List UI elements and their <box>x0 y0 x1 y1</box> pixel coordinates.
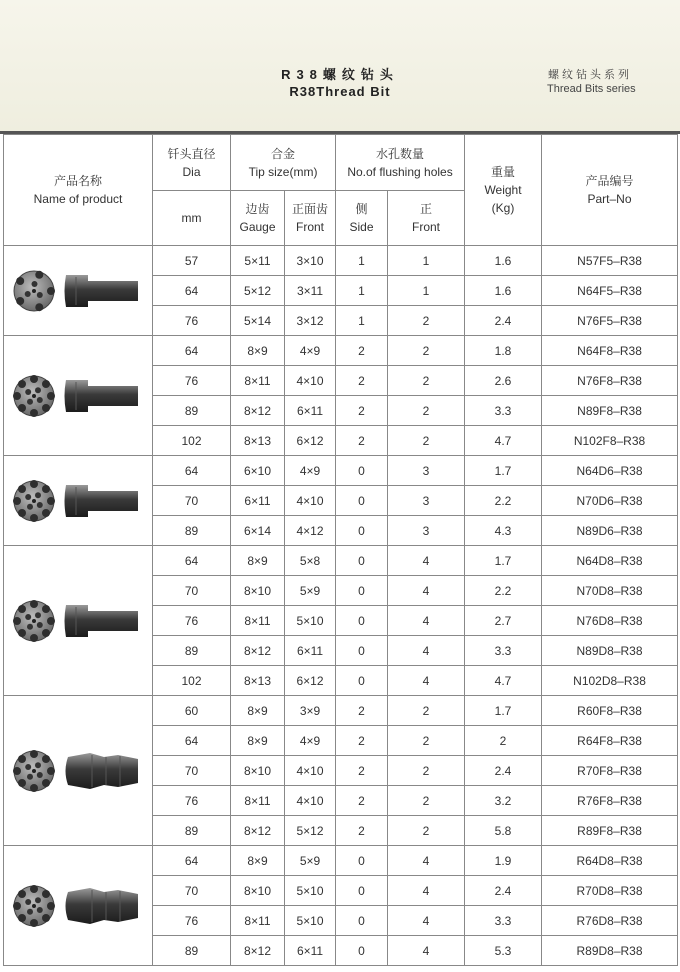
table-row <box>4 846 678 876</box>
header-part-no <box>542 135 678 246</box>
cell-part: N64F8–R38 <box>542 336 678 366</box>
header-dia-cn: 钎头直径 <box>167 146 216 161</box>
cell-hfront: 4 <box>388 876 465 906</box>
table-row <box>4 546 678 576</box>
cell-gauge: 6×14 <box>231 516 285 546</box>
cell-hfront: 2 <box>388 816 465 846</box>
cell-dia: 70 <box>153 876 231 906</box>
cell-weight: 3.3 <box>465 396 542 426</box>
cell-gauge: 8×11 <box>231 606 285 636</box>
cell-hfront: 3 <box>388 486 465 516</box>
cell-dia: 64 <box>153 726 231 756</box>
cell-gauge: 6×10 <box>231 456 285 486</box>
cell-part: R64F8–R38 <box>542 726 678 756</box>
cell-gauge: 8×12 <box>231 816 285 846</box>
header-dia-unit: mm <box>153 191 231 246</box>
header-weight <box>465 135 542 246</box>
cell-weight: 3.3 <box>465 636 542 666</box>
table-row <box>4 456 678 486</box>
product-image-cell <box>4 456 153 546</box>
cell-dia: 89 <box>153 516 231 546</box>
cell-gauge: 6×11 <box>231 486 285 516</box>
spec-table <box>3 134 678 966</box>
header-product <box>4 135 153 246</box>
cell-side: 2 <box>336 756 388 786</box>
cell-weight: 2.4 <box>465 756 542 786</box>
cell-dia: 89 <box>153 936 231 966</box>
title-english: R38Thread Bit <box>289 84 391 99</box>
header-weight-unit: (Kg) <box>491 201 515 215</box>
cell-part: N70D8–R38 <box>542 576 678 606</box>
cell-weight: 4.3 <box>465 516 542 546</box>
cell-dia: 89 <box>153 636 231 666</box>
cell-hfront: 2 <box>388 786 465 816</box>
cell-dia: 76 <box>153 786 231 816</box>
cell-gauge: 8×12 <box>231 636 285 666</box>
retrac-bit-flat-face-icon <box>8 741 148 801</box>
cell-gauge: 8×10 <box>231 876 285 906</box>
cell-side: 0 <box>336 906 388 936</box>
cell-side: 0 <box>336 636 388 666</box>
cell-weight: 5.3 <box>465 936 542 966</box>
cell-weight: 1.9 <box>465 846 542 876</box>
cell-front: 6×11 <box>285 936 336 966</box>
cell-hfront: 4 <box>388 846 465 876</box>
cell-hfront: 4 <box>388 606 465 636</box>
header-front <box>285 191 336 246</box>
cell-part: R64D8–R38 <box>542 846 678 876</box>
cell-gauge: 8×9 <box>231 696 285 726</box>
header-hfront-en: Front <box>412 220 441 234</box>
cell-gauge: 8×11 <box>231 786 285 816</box>
drop-center-bit-6-insert-icon <box>8 471 148 531</box>
cell-part: R70D8–R38 <box>542 876 678 906</box>
header-side-holes <box>336 191 388 246</box>
cell-front: 3×11 <box>285 276 336 306</box>
cell-gauge: 8×9 <box>231 846 285 876</box>
cell-dia: 89 <box>153 396 231 426</box>
header-dia <box>153 135 231 191</box>
cell-front: 5×9 <box>285 846 336 876</box>
cell-front: 4×9 <box>285 456 336 486</box>
header-product-en: Name of product <box>33 192 123 206</box>
table-row <box>4 336 678 366</box>
cell-front: 4×10 <box>285 486 336 516</box>
cell-weight: 1.7 <box>465 546 542 576</box>
cell-gauge: 8×12 <box>231 936 285 966</box>
cell-dia: 76 <box>153 606 231 636</box>
header-flushing-holes <box>336 135 465 191</box>
cell-weight: 2.6 <box>465 366 542 396</box>
cell-side: 0 <box>336 516 388 546</box>
cell-hfront: 3 <box>388 456 465 486</box>
cell-weight: 3.3 <box>465 906 542 936</box>
cell-side: 2 <box>336 696 388 726</box>
cell-front: 4×9 <box>285 336 336 366</box>
cell-dia: 102 <box>153 426 231 456</box>
cell-side: 0 <box>336 666 388 696</box>
header-side-cn: 侧 <box>355 202 368 216</box>
cell-front: 5×9 <box>285 576 336 606</box>
cell-weight: 4.7 <box>465 426 542 456</box>
cell-gauge: 8×13 <box>231 426 285 456</box>
cell-weight: 2 <box>465 726 542 756</box>
cell-part: R89F8–R38 <box>542 816 678 846</box>
cell-dia: 70 <box>153 576 231 606</box>
cell-part: N89D8–R38 <box>542 636 678 666</box>
cell-part: R89D8–R38 <box>542 936 678 966</box>
cell-front: 4×10 <box>285 786 336 816</box>
header-side-en: Side <box>349 220 374 234</box>
cell-hfront: 2 <box>388 756 465 786</box>
header-front-en: Front <box>296 220 325 234</box>
series-label-english: Thread Bits series <box>547 83 636 95</box>
cell-part: N70D6–R38 <box>542 486 678 516</box>
cell-side: 2 <box>336 366 388 396</box>
cell-part: R76F8–R38 <box>542 786 678 816</box>
cell-front: 5×10 <box>285 906 336 936</box>
header-gauge-cn: 边齿 <box>245 202 270 216</box>
cell-side: 0 <box>336 936 388 966</box>
cell-side: 0 <box>336 576 388 606</box>
cell-hfront: 4 <box>388 576 465 606</box>
cell-front: 3×9 <box>285 696 336 726</box>
cell-hfront: 4 <box>388 906 465 936</box>
header-weight-cn: 重量 <box>491 165 516 179</box>
cell-gauge: 8×12 <box>231 396 285 426</box>
cell-front: 3×12 <box>285 306 336 336</box>
cell-weight: 1.7 <box>465 456 542 486</box>
cell-side: 0 <box>336 846 388 876</box>
cell-side: 2 <box>336 426 388 456</box>
header-tip-size <box>231 135 336 191</box>
cell-weight: 4.7 <box>465 666 542 696</box>
cell-weight: 5.8 <box>465 816 542 846</box>
cell-dia: 70 <box>153 486 231 516</box>
cell-front: 6×12 <box>285 666 336 696</box>
header-dia-en: Dia <box>182 164 201 179</box>
header-product-cn: 产品名称 <box>53 174 102 188</box>
cell-dia: 64 <box>153 546 231 576</box>
cell-front: 4×10 <box>285 366 336 396</box>
header-tip-en: Tip size(mm) <box>248 164 318 179</box>
cell-dia: 89 <box>153 816 231 846</box>
header-gauge <box>231 191 285 246</box>
drop-center-bit-8-insert-icon <box>8 591 148 651</box>
button-bit-5-insert-icon <box>8 261 148 321</box>
cell-hfront: 1 <box>388 246 465 276</box>
cell-gauge: 8×13 <box>231 666 285 696</box>
cell-side: 0 <box>336 486 388 516</box>
cell-part: N89F8–R38 <box>542 396 678 426</box>
cell-dia: 64 <box>153 846 231 876</box>
cell-front: 4×9 <box>285 726 336 756</box>
cell-front: 3×10 <box>285 246 336 276</box>
title-chinese: R38螺纹钻头 <box>281 67 399 82</box>
cell-part: N89D6–R38 <box>542 516 678 546</box>
cell-dia: 76 <box>153 366 231 396</box>
product-image-cell <box>4 246 153 336</box>
cell-gauge: 8×9 <box>231 546 285 576</box>
cell-hfront: 3 <box>388 516 465 546</box>
cell-side: 1 <box>336 306 388 336</box>
cell-side: 0 <box>336 456 388 486</box>
header-front-holes <box>388 191 465 246</box>
cell-hfront: 2 <box>388 726 465 756</box>
product-image-cell <box>4 696 153 846</box>
spec-table-body <box>4 246 678 966</box>
product-image-cell <box>4 336 153 456</box>
cell-front: 5×10 <box>285 876 336 906</box>
page-header <box>0 0 680 134</box>
cell-hfront: 4 <box>388 546 465 576</box>
cell-dia: 64 <box>153 276 231 306</box>
cell-side: 2 <box>336 786 388 816</box>
cell-part: N64D8–R38 <box>542 546 678 576</box>
cell-gauge: 5×14 <box>231 306 285 336</box>
cell-front: 5×10 <box>285 606 336 636</box>
cell-front: 6×12 <box>285 426 336 456</box>
cell-front: 4×12 <box>285 516 336 546</box>
cell-front: 6×11 <box>285 636 336 666</box>
cell-gauge: 8×10 <box>231 756 285 786</box>
cell-front: 5×12 <box>285 816 336 846</box>
retrac-bit-drop-center-icon <box>8 876 148 936</box>
cell-part: N76D8–R38 <box>542 606 678 636</box>
cell-weight: 3.2 <box>465 786 542 816</box>
cell-dia: 64 <box>153 456 231 486</box>
cell-gauge: 8×11 <box>231 366 285 396</box>
cell-weight: 1.8 <box>465 336 542 366</box>
cell-side: 0 <box>336 606 388 636</box>
header-hfront-cn: 正 <box>420 202 433 216</box>
cell-hfront: 4 <box>388 936 465 966</box>
header-gauge-en: Gauge <box>239 220 276 234</box>
cell-side: 2 <box>336 816 388 846</box>
header-part-en: Part–No <box>587 192 632 206</box>
cell-weight: 2.2 <box>465 576 542 606</box>
cell-front: 5×8 <box>285 546 336 576</box>
cell-part: N64D6–R38 <box>542 456 678 486</box>
cell-part: R76D8–R38 <box>542 906 678 936</box>
cell-hfront: 1 <box>388 276 465 306</box>
cell-dia: 70 <box>153 756 231 786</box>
product-image-cell <box>4 846 153 966</box>
table-row <box>4 696 678 726</box>
header-part-cn: 产品编号 <box>585 174 634 188</box>
cell-side: 1 <box>336 276 388 306</box>
cell-weight: 1.7 <box>465 696 542 726</box>
cell-hfront: 2 <box>388 396 465 426</box>
cell-hfront: 2 <box>388 306 465 336</box>
cell-hfront: 2 <box>388 336 465 366</box>
cell-part: N102D8–R38 <box>542 666 678 696</box>
header-tip-cn: 合金 <box>271 146 296 161</box>
cell-gauge: 8×11 <box>231 906 285 936</box>
cell-gauge: 5×12 <box>231 276 285 306</box>
cell-front: 4×10 <box>285 756 336 786</box>
cell-weight: 2.2 <box>465 486 542 516</box>
cell-weight: 2.4 <box>465 306 542 336</box>
cell-hfront: 2 <box>388 366 465 396</box>
cell-gauge: 8×9 <box>231 726 285 756</box>
cell-weight: 1.6 <box>465 276 542 306</box>
series-label-chinese: 螺纹钻头系列 <box>548 69 632 81</box>
cell-dia: 102 <box>153 666 231 696</box>
header-front-cn: 正面齿 <box>292 202 329 216</box>
cell-side: 0 <box>336 546 388 576</box>
cell-part: R70F8–R38 <box>542 756 678 786</box>
cell-part: R60F8–R38 <box>542 696 678 726</box>
cell-dia: 60 <box>153 696 231 726</box>
cell-weight: 2.4 <box>465 876 542 906</box>
cell-dia: 57 <box>153 246 231 276</box>
cell-dia: 76 <box>153 906 231 936</box>
button-bit-8-insert-icon <box>8 366 148 426</box>
cell-weight: 2.7 <box>465 606 542 636</box>
header-weight-en: Weight <box>484 183 522 197</box>
cell-gauge: 8×10 <box>231 576 285 606</box>
cell-side: 0 <box>336 876 388 906</box>
cell-part: N76F5–R38 <box>542 306 678 336</box>
cell-side: 2 <box>336 396 388 426</box>
cell-side: 2 <box>336 336 388 366</box>
cell-front: 6×11 <box>285 396 336 426</box>
cell-part: N57F5–R38 <box>542 246 678 276</box>
table-row <box>4 246 678 276</box>
cell-hfront: 4 <box>388 666 465 696</box>
cell-hfront: 2 <box>388 696 465 726</box>
cell-part: N76F8–R38 <box>542 366 678 396</box>
cell-hfront: 4 <box>388 636 465 666</box>
header-holes-cn: 水孔数量 <box>376 146 425 161</box>
cell-dia: 64 <box>153 336 231 366</box>
product-image-cell <box>4 546 153 696</box>
cell-gauge: 8×9 <box>231 336 285 366</box>
cell-hfront: 2 <box>388 426 465 456</box>
cell-part: N64F5–R38 <box>542 276 678 306</box>
cell-gauge: 5×11 <box>231 246 285 276</box>
cell-weight: 1.6 <box>465 246 542 276</box>
cell-side: 2 <box>336 726 388 756</box>
header-holes-en: No.of flushing holes <box>347 164 453 179</box>
cell-part: N102F8–R38 <box>542 426 678 456</box>
cell-dia: 76 <box>153 306 231 336</box>
cell-side: 1 <box>336 246 388 276</box>
